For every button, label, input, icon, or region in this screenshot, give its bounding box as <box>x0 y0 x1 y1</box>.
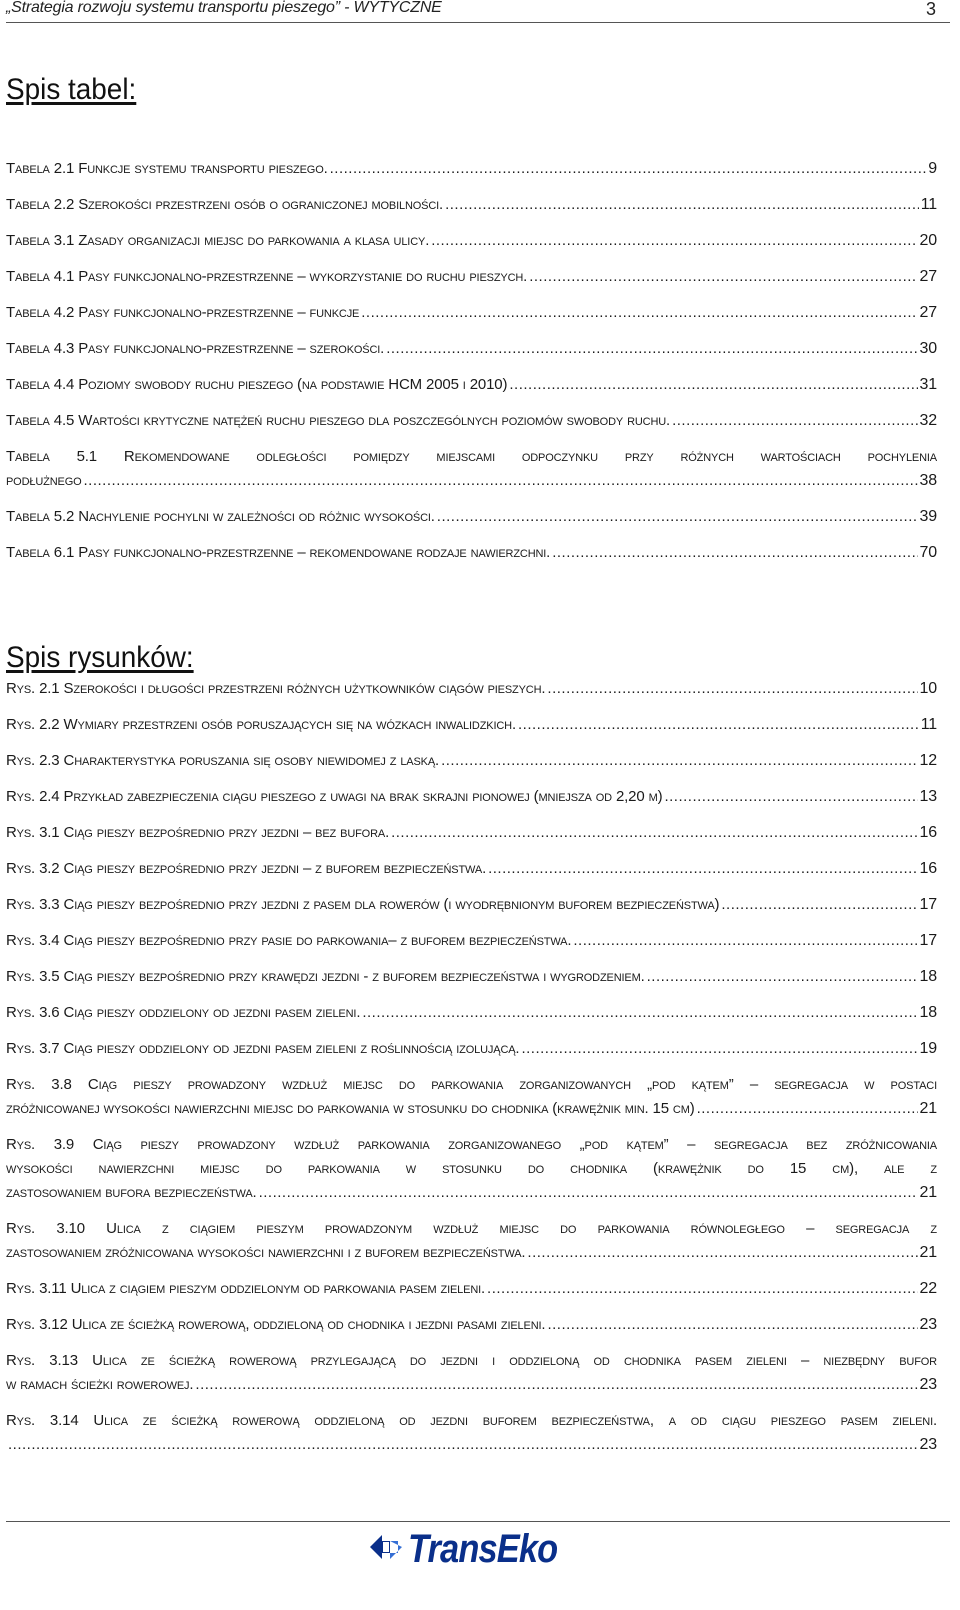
entry-label: Tabela 4.2 <box>6 304 75 321</box>
entry-page-number: 13 <box>919 788 937 805</box>
table-toc-entry[interactable] <box>6 541 937 565</box>
entry-page-number: 27 <box>919 304 937 321</box>
dot-leader <box>431 229 917 253</box>
entry-label: Rys. 3.9 <box>6 1136 75 1153</box>
entry-title: Ciąg pieszy oddzielony od jezdni pasem zieleni. <box>63 1004 361 1021</box>
entry-label: Rys. 3.13 <box>6 1352 78 1369</box>
entry-page-number: 32 <box>919 412 937 429</box>
entry-title: Pasy funkcjonalno-przestrzenne – rekomendowane rodzaje nawierzchni. <box>78 544 551 561</box>
figure-toc-entry[interactable] <box>6 821 937 845</box>
table-toc-entry[interactable] <box>6 445 937 493</box>
entry-label: Tabela 4.5 <box>6 412 75 429</box>
entry-label: Tabela 2.1 <box>6 160 75 177</box>
dot-leader <box>488 857 917 881</box>
table-toc-entry[interactable] <box>6 157 937 181</box>
entry-page-number: 22 <box>919 1280 937 1297</box>
dot-leader <box>445 193 919 217</box>
entry-title: Ciąg pieszy bezpośrednio przy krawędzi jezdni - z buforem bezpieczeństwa i wygrodzeniem. <box>63 968 645 985</box>
dot-leader <box>547 677 917 701</box>
entry-page-number: 12 <box>919 752 937 769</box>
entry-label: Rys. 2.4 <box>6 788 60 805</box>
table-toc-entry[interactable] <box>6 505 937 529</box>
figure-toc-entry[interactable] <box>6 1133 937 1205</box>
figure-toc-entry[interactable] <box>6 1037 937 1061</box>
entry-page-number: 10 <box>919 680 937 697</box>
entry-label: Rys. 3.7 <box>6 1040 60 1057</box>
entry-title: Pasy funkcjonalno-przestrzenne – wykorzystanie do ruchu pieszych. <box>78 268 528 285</box>
dot-leader <box>672 409 917 433</box>
figure-toc-entry[interactable] <box>6 1349 937 1397</box>
entry-label: Rys. 3.6 <box>6 1004 60 1021</box>
entry-title: Ulica ze ścieżką rowerową przylegającą do jezdni i oddzieloną od chodnika pasem zieleni – niezbędny bufor <box>92 1352 937 1369</box>
table-toc-entry[interactable] <box>6 373 937 397</box>
entry-label: Rys. 3.4 <box>6 932 60 949</box>
entry-title: Wymiary przestrzeni osób poruszających się na wózkach inwalidzkich. <box>63 716 516 733</box>
figure-toc-entry[interactable] <box>6 749 937 773</box>
entry-page-number: 20 <box>919 232 937 249</box>
entry-page-number: 11 <box>920 196 937 213</box>
transeko-logo <box>368 1527 568 1571</box>
entry-title: Ciąg pieszy oddzielony od jezdni pasem zieleni z roślinnością izolującą. <box>63 1040 520 1057</box>
entry-label: Rys. 3.8 <box>6 1076 72 1093</box>
entry-title: Szerokości przestrzeni osób o ograniczonej mobilności. <box>78 196 444 213</box>
entry-label: Rys. 2.1 <box>6 680 60 697</box>
dot-leader <box>518 713 919 737</box>
entry-page-number: 27 <box>919 268 937 285</box>
entry-title: Ciąg pieszy prowadzony wzdłuż parkowania zorganizowanego „pod kątem” – segregacja bez zróżnicowania <box>92 1136 937 1153</box>
entry-title: wysokości nawierzchni miejsc do parkowania w stosunku do chodnika (krawężnik do 15 cm), ale z <box>6 1160 937 1177</box>
figures-list <box>6 677 937 1469</box>
entry-label: Rys. 3.3 <box>6 896 60 913</box>
figure-toc-entry[interactable] <box>6 893 937 917</box>
dot-leader <box>529 265 917 289</box>
entry-page-number: 21 <box>919 1244 937 1261</box>
entry-title: Rekomendowane odległości pomiędzy miejscami odpoczynku przy różnych wartościach pochylenia <box>123 448 937 465</box>
entry-label: Tabela 4.3 <box>6 340 75 357</box>
dot-leader <box>721 893 917 917</box>
page-number: 3 <box>925 0 936 19</box>
entry-title: Ulica z ciągiem pieszym prowadzonym wzdłuż miejsc do parkowania równoległego – segregacja z <box>106 1220 937 1237</box>
document-title: „Strategia rozwoju systemu transportu pieszego” - WYTYCZNE <box>6 0 442 16</box>
figure-toc-entry[interactable] <box>6 713 937 737</box>
dot-leader <box>647 965 918 989</box>
entry-label: Rys. 3.1 <box>6 824 60 841</box>
figure-toc-entry[interactable] <box>6 929 937 953</box>
entry-title: Przykład zabezpieczenia ciągu pieszego z uwagi na brak skrajni pionowej (mniejsza od 2,20 m) <box>63 788 663 805</box>
dot-leader <box>487 1277 917 1301</box>
entry-title: Ciąg pieszy bezpośrednio przy jezdni – z buforem bezpieczeństwa. <box>63 860 487 877</box>
dot-leader <box>441 749 917 773</box>
entry-label: Tabela 3.1 <box>6 232 75 249</box>
entry-label: Tabela 4.4 <box>6 376 75 393</box>
entry-title: Ulica ze ścieżką rowerową oddzieloną od jezdni buforem bezpieczeństwa, a od ciągu pieszego pasem zieleni. <box>93 1412 937 1429</box>
entry-page-number: 21 <box>919 1184 937 1201</box>
figure-toc-entry[interactable] <box>6 677 937 701</box>
entry-label: Rys. 3.12 <box>6 1316 68 1333</box>
entry-title: zastosowaniem bufora bezpieczeństwa. <box>6 1184 257 1201</box>
entry-title: Wartości krytyczne natężeń ruchu pieszego dla poszczególnych poziomów swobody ruchu. <box>78 412 671 429</box>
entry-title: Ciąg pieszy bezpośrednio przy jezdni z pasem dla rowerów (i wyodrębnionym buforem bezpieczeństwa) <box>63 896 720 913</box>
entry-title: Charakterystyka poruszania się osoby niewidomej z laską. <box>63 752 440 769</box>
table-toc-entry[interactable] <box>6 409 937 433</box>
dot-leader <box>391 821 917 845</box>
entry-title: Ciąg pieszy bezpośrednio przy pasie do parkowania– z buforem bezpieczeństwa. <box>63 932 572 949</box>
entry-label: Tabela 6.1 <box>6 544 75 561</box>
entry-label: Rys. 2.3 <box>6 752 60 769</box>
dot-leader <box>437 505 918 529</box>
entry-page-number: 38 <box>919 472 937 489</box>
entry-page-number: 21 <box>919 1100 937 1117</box>
document-page <box>6 0 956 1610</box>
entry-title: w ramach ścieżki rowerowej. <box>6 1376 194 1393</box>
table-toc-entry[interactable] <box>6 193 937 217</box>
entry-title: Zasady organizacji miejsc do parkowania a klasa ulicy. <box>78 232 430 249</box>
figure-toc-entry[interactable] <box>6 785 937 809</box>
entry-label: Rys. 2.2 <box>6 716 60 733</box>
entry-title: Ciąg pieszy prowadzony wzdłuż miejsc do parkowania zorganizowanych „pod kątem” – segregacja w postaci <box>87 1076 937 1093</box>
page-header <box>6 0 950 23</box>
entry-label: Tabela 4.1 <box>6 268 75 285</box>
figure-toc-entry[interactable] <box>6 965 937 989</box>
entry-page-number: 23 <box>919 1436 937 1453</box>
dot-leader <box>362 1001 917 1025</box>
dot-leader <box>84 469 918 493</box>
figure-toc-entry[interactable] <box>6 1409 937 1457</box>
entry-label: Rys. 3.14 <box>6 1412 79 1429</box>
entry-title: Pasy funkcjonalno-przestrzenne – szerokości. <box>78 340 385 357</box>
dot-leader <box>330 157 927 181</box>
dot-leader <box>664 785 917 809</box>
entry-page-number: 31 <box>919 376 937 393</box>
dot-leader <box>573 929 917 953</box>
tables-heading: Spis tabel: <box>6 73 137 106</box>
entry-label: Rys. 3.11 <box>6 1280 67 1297</box>
entry-page-number: 23 <box>919 1376 937 1393</box>
logo-text: TransEko <box>408 1527 558 1571</box>
dot-leader <box>195 1373 917 1397</box>
entry-title: Poziomy swobody ruchu pieszego (na podstawie HCM 2005 i 2010) <box>78 376 508 393</box>
dot-leader <box>521 1037 917 1061</box>
entry-page-number: 30 <box>919 340 937 357</box>
dot-leader <box>697 1097 918 1121</box>
tables-list <box>6 157 937 577</box>
entry-label: Rys. 3.2 <box>6 860 60 877</box>
entry-label: Rys. 3.10 <box>6 1220 85 1237</box>
table-toc-entry[interactable] <box>6 301 937 325</box>
dot-leader <box>8 1433 918 1457</box>
entry-title: zastosowaniem zróżnicowana wysokości nawierzchni i z buforem bezpieczeństwa. <box>6 1244 526 1261</box>
entry-title: Szerokości i długości przestrzeni różnych użytkowników ciągów pieszych. <box>63 680 546 697</box>
figure-toc-entry[interactable] <box>6 1313 937 1337</box>
entry-page-number: 39 <box>919 508 937 525</box>
figure-toc-entry[interactable] <box>6 1217 937 1265</box>
dot-leader <box>552 541 917 565</box>
entry-title: zróżnicowanej wysokości nawierzchni miejsc do parkowania w stosunku do chodnika (krawężnik min. 15 cm) <box>6 1100 695 1117</box>
entry-title: Nachylenie pochylni w zależności od różnic wysokości. <box>78 508 435 525</box>
entry-label: Rys. 3.5 <box>6 968 60 985</box>
entry-page-number: 70 <box>919 544 937 561</box>
entry-title: Ulica z ciągiem pieszym oddzielonym od parkowania pasem zieleni. <box>70 1280 486 1297</box>
entry-title: Ulica ze ścieżką rowerową, oddzieloną od chodnika i jezdni pasami zieleni. <box>71 1316 546 1333</box>
table-toc-entry[interactable] <box>6 265 937 289</box>
dot-leader <box>386 337 917 361</box>
footer-rule <box>6 1521 950 1522</box>
entry-page-number: 17 <box>919 896 937 913</box>
figure-toc-entry[interactable] <box>6 857 937 881</box>
figure-toc-entry[interactable] <box>6 1073 937 1121</box>
transeko-logo-icon <box>368 1527 404 1567</box>
entry-page-number: 18 <box>919 1004 937 1021</box>
entry-title: Ciąg pieszy bezpośrednio przy jezdni – bez bufora. <box>63 824 390 841</box>
dot-leader <box>509 373 917 397</box>
table-toc-entry[interactable] <box>6 337 937 361</box>
entry-page-number: 16 <box>919 824 937 841</box>
entry-label: Tabela 2.2 <box>6 196 75 213</box>
entry-title: Funkcje systemu transportu pieszego. <box>78 160 328 177</box>
entry-page-number: 17 <box>919 932 937 949</box>
dot-leader <box>547 1313 917 1337</box>
dot-leader <box>259 1181 918 1205</box>
entry-label: Tabela 5.2 <box>6 508 75 525</box>
figure-toc-entry[interactable] <box>6 1277 937 1301</box>
entry-page-number: 9 <box>928 160 937 177</box>
entry-page-number: 11 <box>920 716 937 733</box>
entry-page-number: 18 <box>919 968 937 985</box>
entry-title: Pasy funkcjonalno-przestrzenne – funkcje <box>78 304 360 321</box>
entry-label: Tabela 5.1 <box>6 448 98 465</box>
dot-leader <box>527 1241 917 1265</box>
table-toc-entry[interactable] <box>6 229 937 253</box>
entry-page-number: 23 <box>919 1316 937 1333</box>
entry-page-number: 19 <box>919 1040 937 1057</box>
entry-page-number: 16 <box>919 860 937 877</box>
figure-toc-entry[interactable] <box>6 1001 937 1025</box>
figures-heading: Spis rysunków: <box>6 641 194 674</box>
dot-leader <box>361 301 917 325</box>
entry-title: podłużnego <box>6 472 82 489</box>
